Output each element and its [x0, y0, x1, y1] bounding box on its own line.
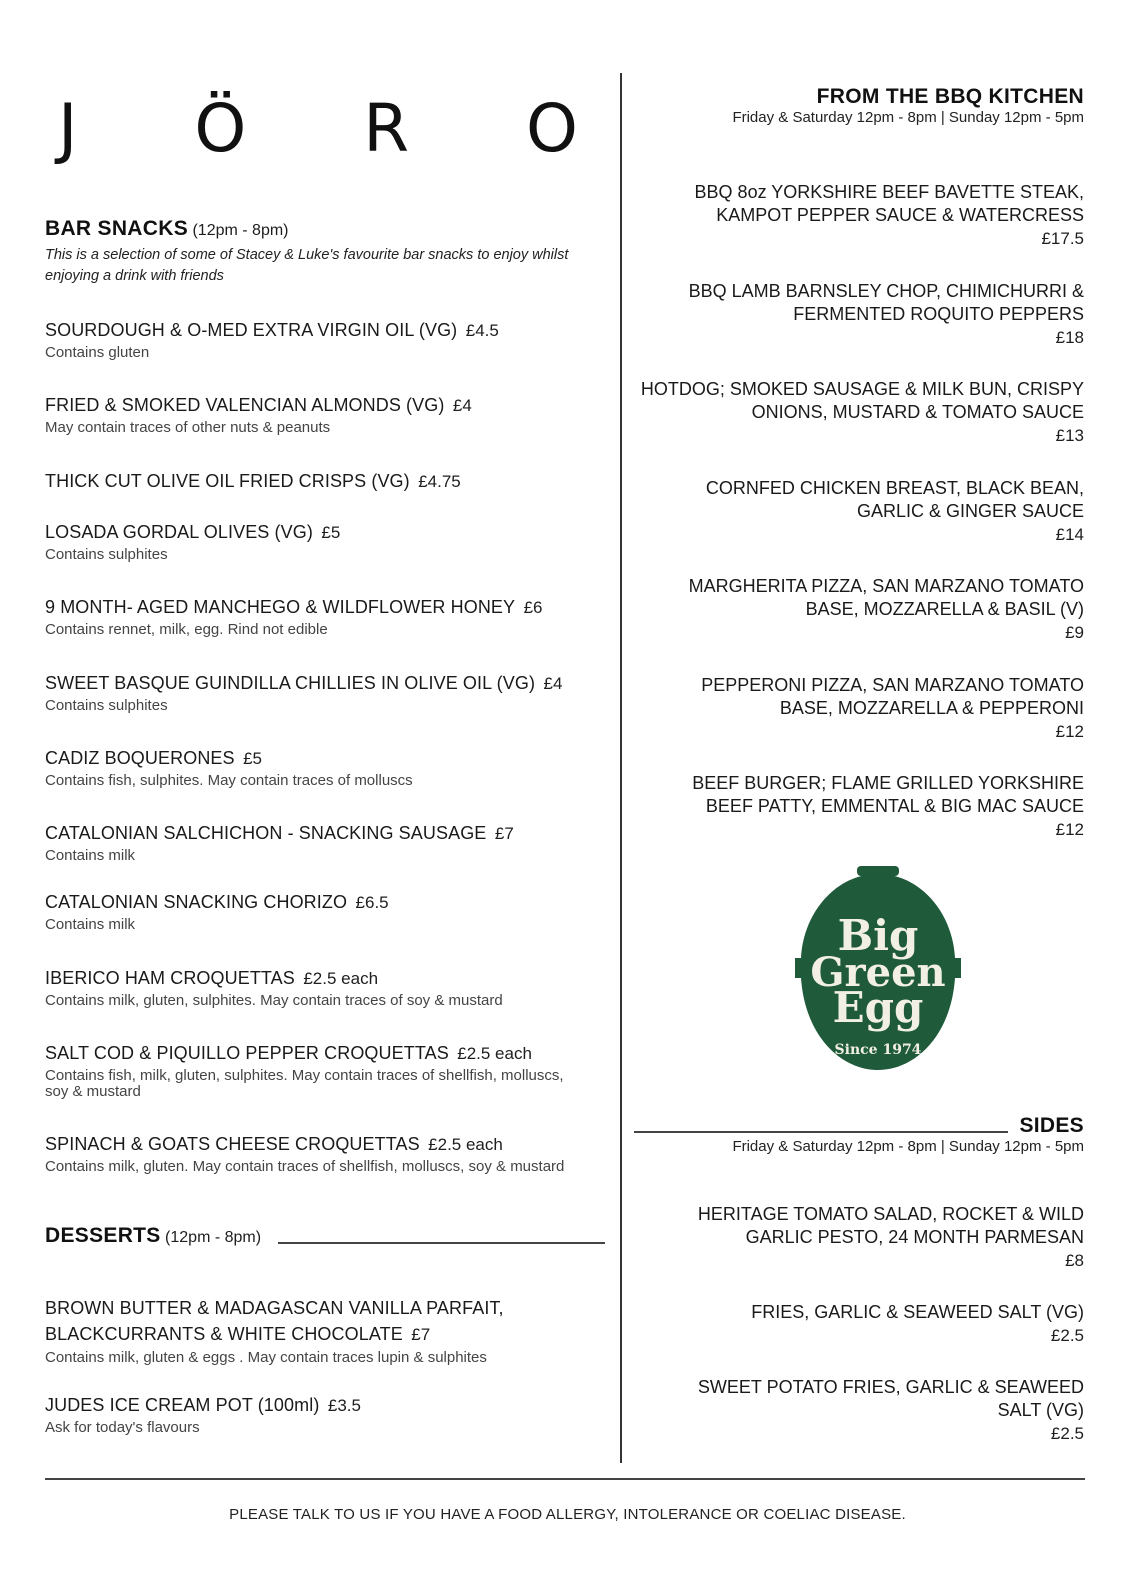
item-name: IBERICO HAM CROQUETTAS [45, 968, 295, 988]
bar-snacks-hours: (12pm - 8pm) [192, 222, 289, 239]
item-price: £2.5 [1050, 1326, 1084, 1345]
item-price: £6.5 [355, 893, 389, 912]
item-price: £14 [1055, 525, 1084, 544]
item-name: CATALONIAN SALCHICHON - SNACKING SAUSAGE [45, 823, 487, 843]
menu-item [45, 748, 605, 789]
item-price: £8 [1065, 1251, 1084, 1270]
item-price: £4 [452, 396, 472, 415]
item-price: £2.5 each [303, 969, 379, 988]
desserts-hours: (12pm - 8pm) [165, 1229, 262, 1246]
item-price: £2.5 each [428, 1135, 503, 1154]
sides-header [640, 1114, 1084, 1155]
item-price: £18 [1055, 328, 1084, 347]
item-name: BROWN BUTTER & MADAGASCAN VANILLA PARFAIT, BLACKCURRANTS & WHITE CHOCOLATE [45, 1298, 504, 1344]
bar-snacks-header [45, 217, 605, 287]
item-note: Contains rennet, milk, egg. Rind not edible [45, 621, 328, 638]
item-name: JUDES ICE CREAM POT (100ml) [45, 1395, 320, 1415]
item-note: Contains sulphites [45, 697, 168, 714]
item-price: £7 [411, 1325, 431, 1344]
item-price: £6 [523, 598, 543, 617]
bbq-header [640, 85, 1084, 126]
item-note: Contains milk [45, 847, 136, 864]
menu-item [640, 280, 1084, 350]
item-note: Contains fish, milk, gluten, sulphites. May contain traces of shellfish, molluscs, soy & mustard [45, 1067, 564, 1100]
menu-item [45, 522, 605, 563]
item-name: LOSADA GORDAL OLIVES (VG) [45, 522, 313, 542]
item-price: £5 [321, 523, 341, 542]
menu-item [45, 673, 605, 714]
item-note: Contains sulphites [45, 546, 168, 563]
item-name: THICK CUT OLIVE OIL FRIED CRISPS (VG) [45, 471, 410, 491]
menu-item [640, 1376, 1084, 1446]
sides-title: SIDES [1019, 1114, 1084, 1137]
bbq-title: FROM THE BBQ KITCHEN [816, 85, 1084, 108]
desserts-rule [278, 1242, 605, 1244]
item-name: CADIZ BOQUERONES [45, 748, 235, 768]
item-price: £4.5 [465, 321, 499, 340]
bar-snacks-title: BAR SNACKS [45, 217, 189, 240]
item-name: BEEF BURGER; FLAME GRILLED YORKSHIRE BEEF PATTY, EMMENTAL & BIG MAC SAUCE [692, 773, 1084, 816]
bar-snacks-intro: This is a selection of some of Stacey & Luke's favourite bar snacks to enjoy whilst enjoying a drink with friends [45, 247, 569, 284]
item-price: £5 [243, 749, 262, 768]
menu-item [45, 1043, 605, 1100]
logo-letter: J [58, 89, 78, 167]
menu-item [45, 823, 605, 864]
item-note: Contains milk, gluten, sulphites. May contain traces of soy & mustard [45, 992, 503, 1009]
menu-item [45, 395, 605, 436]
menu-item [640, 477, 1084, 547]
item-price: £2.5 [1050, 1424, 1084, 1443]
item-name: PEPPERONI PIZZA, SAN MARZANO TOMATO BASE, MOZZARELLA & PEPPERONI [701, 675, 1084, 718]
item-price: £9 [1065, 623, 1084, 642]
item-note: Contains gluten [45, 344, 150, 361]
joro-logo [58, 88, 578, 168]
item-note: Contains milk [45, 916, 136, 933]
item-name: 9 MONTH- AGED MANCHEGO & WILDFLOWER HONEY [45, 597, 516, 617]
item-price: £3.5 [327, 1396, 361, 1415]
item-price: £4.75 [418, 472, 461, 491]
menu-item [45, 320, 605, 361]
item-note: Contains milk, gluten. May contain traces of shellfish, molluscs, soy & mustard [45, 1158, 565, 1175]
item-name: CORNFED CHICKEN BREAST, BLACK BEAN, GARLIC & GINGER SAUCE [705, 478, 1084, 521]
big-green-egg-logo [795, 866, 961, 1072]
logo-letter: R [363, 89, 410, 167]
item-name: SWEET POTATO FRIES, GARLIC & SEAWEED SALT (VG) [697, 1377, 1084, 1420]
menu-item [45, 968, 605, 1009]
item-name: BBQ 8oz YORKSHIRE BEEF BAVETTE STEAK, KAMPOT PEPPER SAUCE & WATERCRESS [694, 182, 1084, 225]
sides-hours: Friday & Saturday 12pm - 8pm | Sunday 12pm - 5pm [732, 1138, 1084, 1155]
item-name: HOTDOG; SMOKED SAUSAGE & MILK BUN, CRISPY ONIONS, MUSTARD & TOMATO SAUCE [640, 379, 1084, 422]
item-name: SPINACH & GOATS CHEESE CROQUETTAS [45, 1134, 420, 1154]
menu-item [640, 181, 1084, 251]
bbq-hours: Friday & Saturday 12pm - 8pm | Sunday 12pm - 5pm [732, 109, 1084, 126]
item-name: FRIES, GARLIC & SEAWEED SALT (VG) [751, 1302, 1084, 1322]
footer-rule [45, 1478, 1085, 1480]
item-name: CATALONIAN SNACKING CHORIZO [45, 892, 348, 912]
egg-text-egg: Egg [832, 983, 924, 1032]
item-price: £13 [1055, 426, 1084, 445]
menu-item [45, 471, 605, 492]
menu-item [640, 1203, 1084, 1273]
item-name: HERITAGE TOMATO SALAD, ROCKET & WILD GARLIC PESTO, 24 MONTH PARMESAN [697, 1204, 1084, 1247]
item-price: £7 [494, 824, 514, 843]
desserts-header [45, 1224, 605, 1248]
menu-item [45, 1395, 605, 1436]
menu-item [640, 378, 1084, 448]
menu-item [640, 772, 1084, 842]
item-price: £17.5 [1041, 229, 1084, 248]
item-name: BBQ LAMB BARNSLEY CHOP, CHIMICHURRI & FERMENTED ROQUITO PEPPERS [688, 281, 1084, 324]
item-price: £4 [543, 674, 563, 693]
egg-text-big: Big [837, 911, 919, 960]
item-name: SALT COD & PIQUILLO PEPPER CROQUETTAS [45, 1043, 449, 1063]
menu-item [45, 892, 605, 933]
item-note: Contains milk, gluten & eggs . May contain traces lupin & sulphites [45, 1349, 487, 1366]
egg-text-since: Since 1974 [834, 1042, 922, 1058]
item-note: Ask for today's flavours [45, 1419, 200, 1436]
item-price: £12 [1055, 722, 1084, 741]
menu-item [45, 1134, 605, 1175]
logo-letter: Ö [194, 89, 247, 167]
menu-item [640, 575, 1084, 645]
item-name: FRIED & SMOKED VALENCIAN ALMONDS (VG) [45, 395, 445, 415]
egg-text-green: Green [810, 949, 946, 996]
item-price: £2.5 each [457, 1044, 532, 1063]
item-note: May contain traces of other nuts & peanuts [45, 419, 331, 436]
menu-item [640, 674, 1084, 744]
menu-item [640, 1301, 1084, 1348]
item-name: SWEET BASQUE GUINDILLA CHILLIES IN OLIVE OIL (VG) [45, 673, 536, 693]
menu-item [45, 597, 605, 638]
menu-item [45, 1296, 565, 1366]
item-note: Contains fish, sulphites. May contain traces of molluscs [45, 772, 413, 789]
item-price: £12 [1055, 820, 1084, 839]
item-name: MARGHERITA PIZZA, SAN MARZANO TOMATO BASE, MOZZARELLA & BASIL (V) [688, 576, 1084, 619]
logo-letter: O [526, 89, 578, 167]
allergy-notice: PLEASE TALK TO US IF YOU HAVE A FOOD ALLERGY, INTOLERANCE OR COELIAC DISEASE. [229, 1506, 906, 1523]
desserts-title: DESSERTS [45, 1224, 161, 1247]
column-divider [620, 73, 622, 1463]
item-name: SOURDOUGH & O-MED EXTRA VIRGIN OIL (VG) [45, 320, 458, 340]
